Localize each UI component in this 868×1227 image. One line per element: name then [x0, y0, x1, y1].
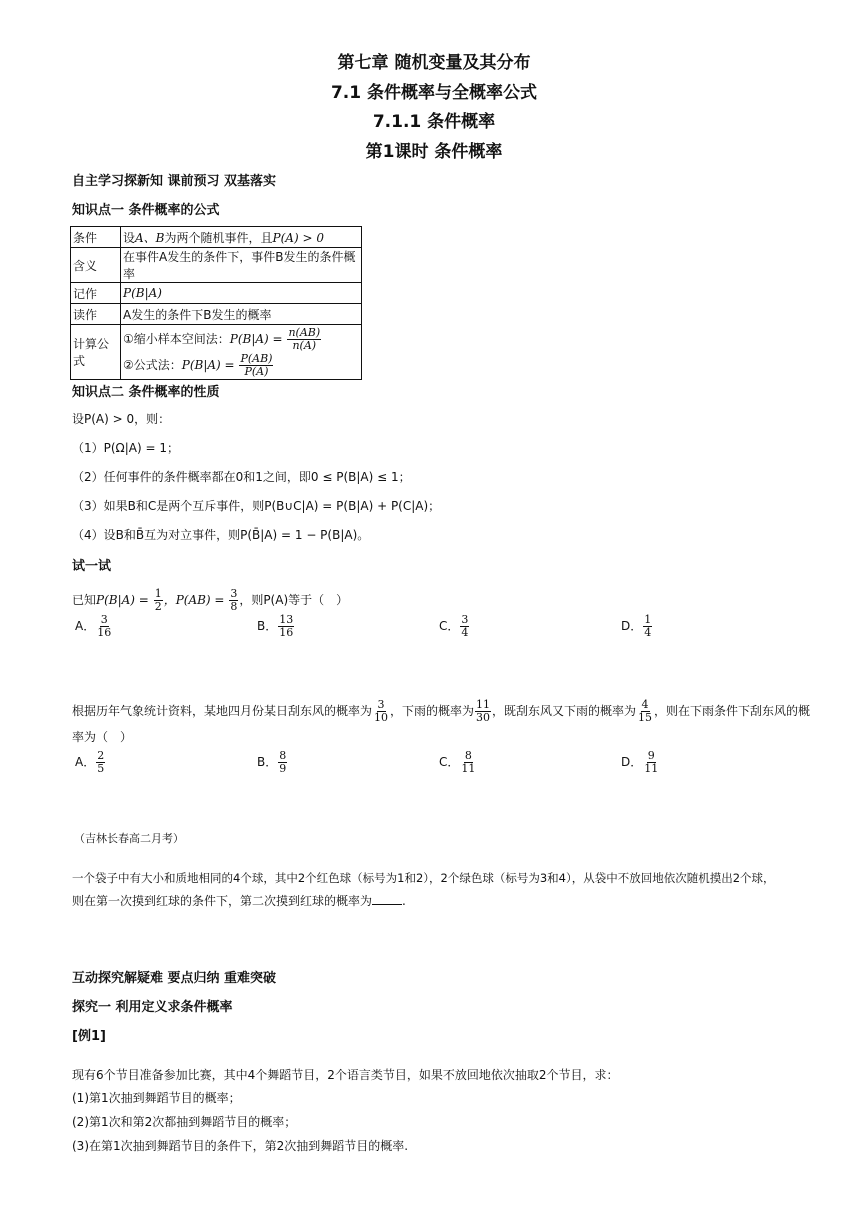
q3-stem-line1: 一个袋子中有大小和质地相同的4个球，其中2个红色球（标号为1和2），2个绿色球（标号为3和4），从袋中不放回地依次随机摸出2个球， — [72, 871, 775, 885]
kp2-item: （4）设B和B̄互为对立事件，则P(B̄|A) = 1 − P(B|A)。 — [72, 528, 370, 542]
section-title: 7.1 条件概率与全概率公式 — [330, 83, 538, 103]
try-heading: 试一试 — [72, 559, 112, 574]
row-value: ①缩小样本空间法：P(B|A) = $\frac{n(AB)}{n(A)}$ ②公式法：P(B|A) = $\frac{P(AB)}{P(A)}$ — [121, 325, 362, 380]
study-heading: 自主学习探新知 课前预习 双基落实 — [72, 174, 277, 189]
q1-option-b: B． $\frac{13}{16}$ — [257, 613, 294, 639]
example-label: [例1] — [72, 1029, 106, 1044]
q2-option-a: A． $\frac{2}{5}$ — [75, 749, 105, 775]
q2-option-d: D． $\frac{9}{11}$ — [621, 749, 659, 775]
chapter-title: 第七章 随机变量及其分布 — [337, 53, 531, 73]
q3-source: （吉林长春高二月考） — [74, 832, 184, 845]
formula-table — [70, 226, 362, 380]
subsection-title: 7.1.1 条件概率 — [372, 112, 496, 132]
q1-stem: 已知P(B|A) = $\frac{1}{2}$ ，P(AB) = $\frac{3}{8}$ ，则P(A)等于（ ） — [72, 587, 349, 613]
table-row — [71, 227, 362, 248]
example-part: (1)第1次抽到舞蹈节目的概率； — [72, 1091, 241, 1105]
table-row — [71, 283, 362, 304]
row-key: 含义 — [71, 248, 121, 283]
row-value: 在事件A发生的条件下，事件B发生的条件概率 — [121, 248, 362, 283]
row-key: 记作 — [71, 283, 121, 304]
kp1-heading: 知识点一 条件概率的公式 — [72, 203, 220, 218]
example-part: (2)第1次和第2次都抽到舞蹈节目的概率； — [72, 1115, 297, 1129]
q3-stem-line2: 则在第一次摸到红球的条件下，第二次摸到红球的概率为 . — [72, 894, 406, 908]
q2-option-c: C． $\frac{8}{11}$ — [439, 749, 476, 775]
row-value: P(B|A) — [121, 283, 362, 304]
kp2-heading: 知识点二 条件概率的性质 — [72, 385, 220, 400]
kp2-item: （3）如果B和C是两个互斥事件，则P(B∪C|A) = P(B|A) + P(C|A)； — [72, 499, 441, 513]
q1-option-a: A． $\frac{3}{16}$ — [75, 613, 112, 639]
q2-option-b: B． $\frac{8}{9}$ — [257, 749, 287, 775]
row-value: 设A、B为两个随机事件，且P(A) > 0 — [121, 227, 362, 248]
table-row — [71, 248, 362, 283]
kp2-item: （2）任何事件的条件概率都在0和1之间，即0 ≤ P(B|A) ≤ 1； — [72, 470, 411, 484]
answer-blank[interactable] — [372, 893, 402, 905]
row-key: 读作 — [71, 304, 121, 325]
q1-option-d: D． $\frac{1}{4}$ — [621, 613, 652, 639]
row-key: 条件 — [71, 227, 121, 248]
explore1-heading: 探究一 利用定义求条件概率 — [72, 1000, 233, 1015]
explore-heading: 互动探究解疑难 要点归纳 重难突破 — [72, 971, 277, 986]
kp2-item: （1）P(Ω|A) = 1； — [72, 441, 179, 455]
q2-stem: 根据历年气象统计资料，某地四月份某日刮东风的概率为 $\frac{3}{10}$ ，下雨的概率为 $\frac{11}{30}$ ，既刮东风又下雨的概率为 $\frac{4}{15}$ ，则在下雨条件下刮东风的概 — [72, 698, 811, 724]
kp2-intro: 设P(A) > 0，则： — [72, 412, 171, 426]
row-value: A发生的条件下B发生的概率 — [121, 304, 362, 325]
lesson-title: 第1课时 条件概率 — [365, 142, 503, 162]
table-row — [71, 325, 362, 380]
example-part: (3)在第1次抽到舞蹈节目的条件下，第2次抽到舞蹈节目的概率. — [72, 1139, 409, 1153]
table-row — [71, 304, 362, 325]
q1-option-c: C． $\frac{3}{4}$ — [439, 613, 469, 639]
row-key: 计算公式 — [71, 325, 121, 380]
example-stem: 现有6个节目准备参加比赛，其中4个舞蹈节目，2个语言类节目，如果不放回地依次抽取2个节目，求： — [72, 1068, 619, 1082]
q2-stem-line2: 率为（ ） — [72, 730, 133, 744]
